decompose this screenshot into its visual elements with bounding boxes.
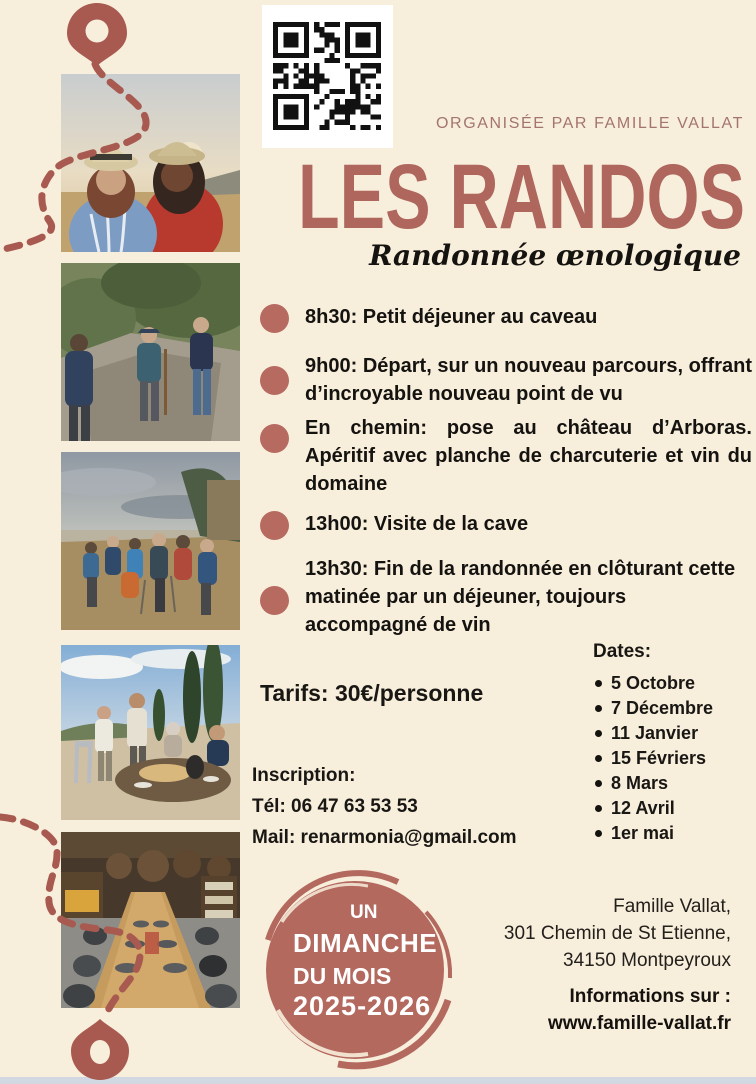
contact-address1: 301 Chemin de St Etienne, bbox=[503, 923, 731, 944]
registration-block bbox=[252, 760, 517, 853]
poster-title bbox=[297, 144, 747, 240]
date-item: 12 Avril bbox=[593, 796, 713, 821]
organizer-label: ORGANISÉE PAR FAMILLE VALLAT bbox=[436, 115, 744, 132]
bullet-dot-icon bbox=[260, 511, 289, 540]
schedule-item-text: 9h00: Départ, sur un nouveau parcours, offrant d’incroyable nouveau point de vu bbox=[305, 355, 752, 405]
badge-line-dimanche: DIMANCHE bbox=[293, 928, 438, 958]
map-pin-bottom-icon bbox=[71, 1019, 129, 1080]
schedule-item-text: En chemin: pose au château d’Arboras. Apéritif avec planche de charcuterie et vin du domaine bbox=[305, 417, 752, 495]
date-item: 11 Janvier bbox=[593, 721, 713, 746]
qr-code bbox=[262, 5, 393, 148]
photo-cellar-lunch-table bbox=[61, 832, 240, 1008]
photo-winery-terrace bbox=[61, 645, 240, 820]
bullet-dot-icon bbox=[260, 304, 289, 333]
website-text: www.famille-vallat.fr bbox=[547, 1013, 731, 1034]
schedule-item-text: 13h30: Fin de la randonnée en clôturant cette matinée par un déjeuner, toujours accompagné de vin bbox=[305, 558, 736, 636]
schedule-item bbox=[260, 414, 752, 498]
contact-block bbox=[504, 893, 731, 1037]
registration-heading: Inscription: bbox=[252, 765, 356, 786]
poster-title-text: LES RANDOS bbox=[298, 146, 745, 240]
date-item: 1er mai bbox=[593, 821, 713, 846]
photo-selfie-two-hikers bbox=[61, 74, 240, 252]
photo-hikers-on-trail bbox=[61, 263, 240, 441]
bullet-dot-icon bbox=[260, 424, 289, 453]
schedule-item bbox=[260, 510, 752, 540]
registration-phone: Tél: 06 47 63 53 53 bbox=[252, 796, 418, 817]
info-label: Informations sur : bbox=[569, 986, 731, 1007]
schedule-item bbox=[260, 352, 752, 408]
photo-hiking-group-hilltop bbox=[61, 452, 240, 630]
date-item: 15 Févriers bbox=[593, 746, 713, 771]
contact-name: Famille Vallat, bbox=[613, 896, 731, 917]
price-text: Tarifs: 30€/personne bbox=[260, 680, 484, 706]
poster-subtitle: Randonnée œnologique bbox=[369, 239, 741, 272]
schedule-item-text: 8h30: Petit déjeuner au caveau bbox=[305, 306, 598, 328]
badge-line-years: 2025-2026 bbox=[293, 991, 432, 1021]
dates-block bbox=[593, 641, 713, 846]
date-item: 7 Décembre bbox=[593, 696, 713, 721]
qr-code-pattern bbox=[273, 22, 381, 130]
dates-list bbox=[593, 671, 713, 846]
badge-line-du-mois: DU MOIS bbox=[293, 963, 392, 989]
badge-line-un: UN bbox=[350, 902, 378, 923]
map-pin-top-icon bbox=[67, 3, 127, 66]
bullet-dot-icon bbox=[260, 366, 289, 395]
schedule-item bbox=[260, 303, 752, 333]
registration-email: Mail: renarmonia@gmail.com bbox=[252, 827, 517, 848]
dates-heading: Dates: bbox=[593, 641, 652, 662]
contact-address2: 34150 Montpeyroux bbox=[563, 950, 731, 971]
schedule-item-text: 13h00: Visite de la cave bbox=[305, 513, 529, 535]
bottom-edge-strip bbox=[0, 1077, 756, 1084]
badge-text-block bbox=[248, 860, 464, 1078]
schedule-item bbox=[260, 555, 752, 639]
date-item: 8 Mars bbox=[593, 771, 713, 796]
bullet-dot-icon bbox=[260, 586, 289, 615]
date-item: 5 Octobre bbox=[593, 671, 713, 696]
